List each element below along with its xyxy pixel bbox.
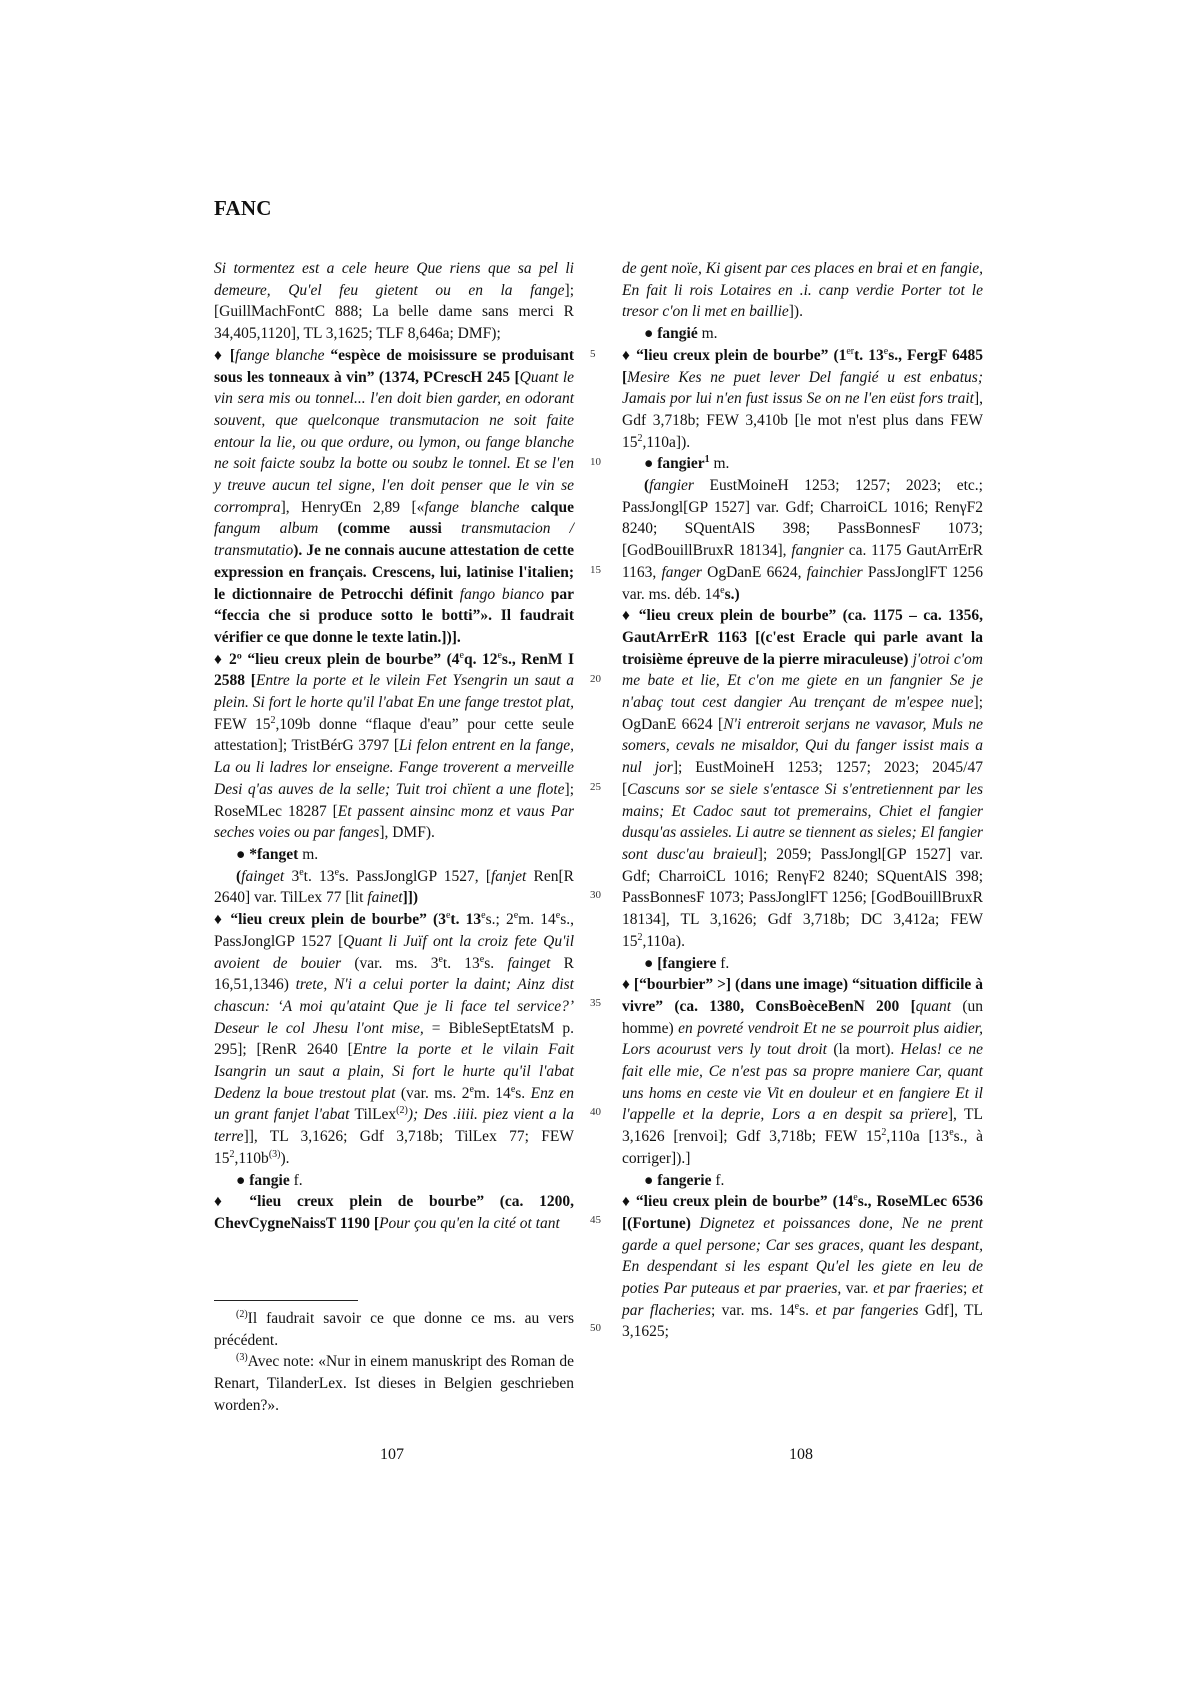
page-number-left: 107 bbox=[380, 1446, 404, 1463]
line-number: 20 bbox=[590, 673, 601, 685]
line-number: 45 bbox=[590, 1214, 601, 1226]
headword-fangiere: ● [fangiere f. bbox=[644, 954, 730, 972]
line-number: 5 bbox=[590, 348, 596, 360]
line-number: 30 bbox=[590, 889, 601, 901]
line-number: 15 bbox=[590, 564, 601, 576]
line-number: 10 bbox=[590, 456, 601, 468]
headword-fanget: ● *fanget m. bbox=[236, 845, 319, 863]
page-number-right: 108 bbox=[789, 1446, 813, 1463]
line-number: 40 bbox=[590, 1106, 601, 1118]
paragraph: de gent noïe, Ki gisent par ces places en brai et en fangie, En fait li rois Lotaires en .i. canp verdie Porter tot le tresor c'on li met en baillie]). bbox=[622, 260, 983, 321]
paragraph: (fainget 3et. 13es. PassJonglGP 1527, [fanjet Ren[R 2640] var. TilLex 77 [lit fainet]]) bbox=[214, 866, 574, 907]
line-number: 25 bbox=[590, 781, 601, 793]
headword-fangie-m: ● fangié m. bbox=[644, 325, 718, 343]
running-head: FANC bbox=[214, 196, 272, 220]
paragraph: ♦ “lieu creux plein de bourbe” (3et. 13es.; 2em. 14es., PassJonglGP 1527 [Quant li Juïf ont la croiz fete Qu'il avoient de bouier (var. ms. 3et. 13es. fainget R 16,51,1346) trete, N'i a celui porter la daint; Ainz dist chascun: ‘A moi qu'ataint Que je li face tel service?’ Deseur le col Jhesu l'ont mise, = BibleSeptEtatsM p. 295]; [RenR 2640 [Entre la porte et le vilain Fait Isangrin un saut a plain, Si fort le hurte qu'il l'abat Dedenz la boue trestout plat (var. ms. 2em. 14es. Enz en un grant fanjet l'abat TilLex$^{(2)}$); Des .iiii. piez vient a la terre]], TL 3,1626; Gdf 3,718b; TilLex 77; FEW $15^2,110b^{(3)}$). bbox=[214, 909, 575, 1167]
right-column bbox=[622, 258, 983, 1343]
paragraph: ♦ “lieu creux plein de bourbe” (ca. 1200, ChevCygneNaissT 1190 [Pour çou qu'en la cité ot tant bbox=[214, 1193, 574, 1232]
paragraph: ♦ 2º “lieu creux plein de bourbe” (4eq. 12es., RenM I 2588 [Entre la porte et le vilein Fet Ysengrin un saut a plein. Si fort le horte qu'il l'abat En une fange trestot plat, FEW $15^2,109b$ donne “flaque d'eau” pour cette seule attestation]; TristBérG 3797 [Li felon entrent en la fange, La ou li ladres lor enseigne. Fange troverent a merveille Desi q'as auves de la selle; Tuit troi chïent a une flote]; RoseMLec 18287 [Et passent ainsinc monz et vaus Par seches voies ou par fanges], DMF). bbox=[214, 649, 575, 842]
paragraph: ♦ [“bourbier” >] (dans une image) “situation difficile à vivre” (ca. 1380, ConsBoèceBenN 200 [quant (un homme) en povreté vendroit Et ne se pourroit plus aidier, Lors acourust vers ly tout droit (la mort). Helas! ce ne fait elle mie, Ce n'est pas sa propre maniere Car, quant uns homs en ceste vie Vit en douleur et en fangiere Et il l'appelle et la deprie, Lors a en despit sa prïere], TL 3,1626 [renvoi]; Gdf 3,718b; FEW $15^2,110a$ [13es., à corriger]).] bbox=[622, 976, 984, 1167]
left-column bbox=[214, 258, 574, 1235]
paragraph: ♦ “lieu creux plein de bourbe” (1ert. 13es., FergF 6485 [Mesire Kes ne puet lever Del fangié u est enbatus; Jamais por lui n'en fust issus Se on ne l'en eüst fors trait], Gdf 3,718b; FEW 3,410b [le mot n'est plus dans FEW $15^2,110a$]). bbox=[622, 345, 983, 451]
paragraph: ♦ [fange blanche “espèce de moisissure se produisant sous les tonneaux à vin” (1374, PCrescH 245 [Quant le vin sera mis ou tonnel... l'en doit bien garder, en odorant souvent, que quelconque transmutacion ne soit faite entour la lie, ou que ordure, ou lymon, ou fange blanche ne soit faicte soubz la botte ou soubz le tonnel. Et se l'en y treuve aucun tel signe, l'en doit penser que le vin se corrompra], HenryŒn 2,89 [«fange blanche calque fangum album (comme aussi transmutacion / transmutatio). Je ne connais aucune attestation de cette expression en français. Crescens, lui, latinise l'italien; le dictionnaire de Petrocchi définit fango bianco par “feccia che si produce sotto le botti”». Il faudrait vérifier ce que donne le texte latin.])]. bbox=[214, 346, 575, 646]
paragraph: ♦ “lieu creux plein de bourbe” (14es., RoseMLec 6536 [(Fortune) Dignetez et poissances done, Ne ne prent garde a quel persone; Car ses graces, quant les despant, En despendant si les espant Qu'el les giete en leu de poties Par puteaus et par praeries, var. et par fraeries; et par flacheries; var. ms. 14es. et par fangeries Gdf], TL 3,1625; bbox=[622, 1192, 983, 1341]
bullet-icon: ● bbox=[644, 1171, 654, 1189]
headword-fangerie: ● fangerie f. bbox=[644, 1171, 725, 1189]
paragraph: (fangier EustMoineH 1253; 1257; 2023; etc.; PassJongl[GP 1527] var. Gdf; CharroiCL 1016; RenγF2 8240; SQuentAlS 398; PassBonnesF 1073; [GodBouillBruxR 18134], fangnier ca. 1175 GautArrErR 1163, fanger OgDanE 6624, fainchier PassJonglFT 1256 var. ms. déb. 14es.) bbox=[622, 477, 983, 603]
footnote-divider bbox=[214, 1300, 358, 1301]
bullet-icon: ● bbox=[644, 455, 654, 473]
bullet-icon: ● bbox=[644, 325, 654, 343]
paragraph: Si tormentez est a cele heure Que riens que sa pel li demeure, Qu'el feu gietent ou en la fange]; [GuillMachFontC 888; La belle dame sans merci R 34,405,1120], TL 3,1625; TLF 8,646a; DMF); bbox=[214, 260, 574, 343]
line-number: 35 bbox=[590, 997, 601, 1009]
footnotes bbox=[214, 1308, 574, 1417]
bullet-icon: ● bbox=[236, 1171, 246, 1189]
headword-fangier: ● fangier$^1$ m. bbox=[644, 454, 730, 473]
footnote-3: $^{(3)}$Avec note: «Nur in einem manuskript des Roman de Renart, TilanderLex. Ist dieses in Belgien geschrieben worden?». bbox=[214, 1352, 574, 1414]
paragraph: ♦ “lieu creux plein de bourbe” (ca. 1175 – ca. 1356, GautArrErR 1163 [(c'est Eracle qui parle avant la troisième épreuve de la pierre miraculeuse) j'otroi c'om me bate et lie, Et c'on me giete en un fangnier Se je n'abaç tout cest dangier Au trençant de m'espee nue]; OgDanE 6624 [N'i entreroit serjans ne vavasor, Muls ne somers, cevals ne misaldor, Qui du fanger issist mais a nul jor]; EustMoineH 1253; 1257; 2023; 2045/47 [Cascuns sor se siele s'entasce Si s'entretiennent par les mains; Et Cadoc saut tot premerains, Chiet el fangier dusqu'as assieles. Li autre se tiennent as sieles; El fangier sont dusc'au braieul]; 2059; PassJongl[GP 1527] var. Gdf; CharroiCL 1016; RenγF2 8240; SQuentAlS 398; PassBonnesF 1073; PassJonglFT 1256; [GodBouillBruxR 18134], TL 3,1626; Gdf 3,718b; DC 3,412a; FEW $15^2,110a$). bbox=[622, 607, 983, 950]
headword-fangie: ● fangie f. bbox=[236, 1171, 303, 1189]
footnote-2: $^{(2)}$Il faudrait savoir ce que donne ce ms. au vers précédent. bbox=[214, 1308, 574, 1349]
line-number: 50 bbox=[590, 1322, 601, 1334]
bullet-icon: ● bbox=[236, 845, 246, 863]
bullet-icon: ● bbox=[644, 954, 654, 972]
